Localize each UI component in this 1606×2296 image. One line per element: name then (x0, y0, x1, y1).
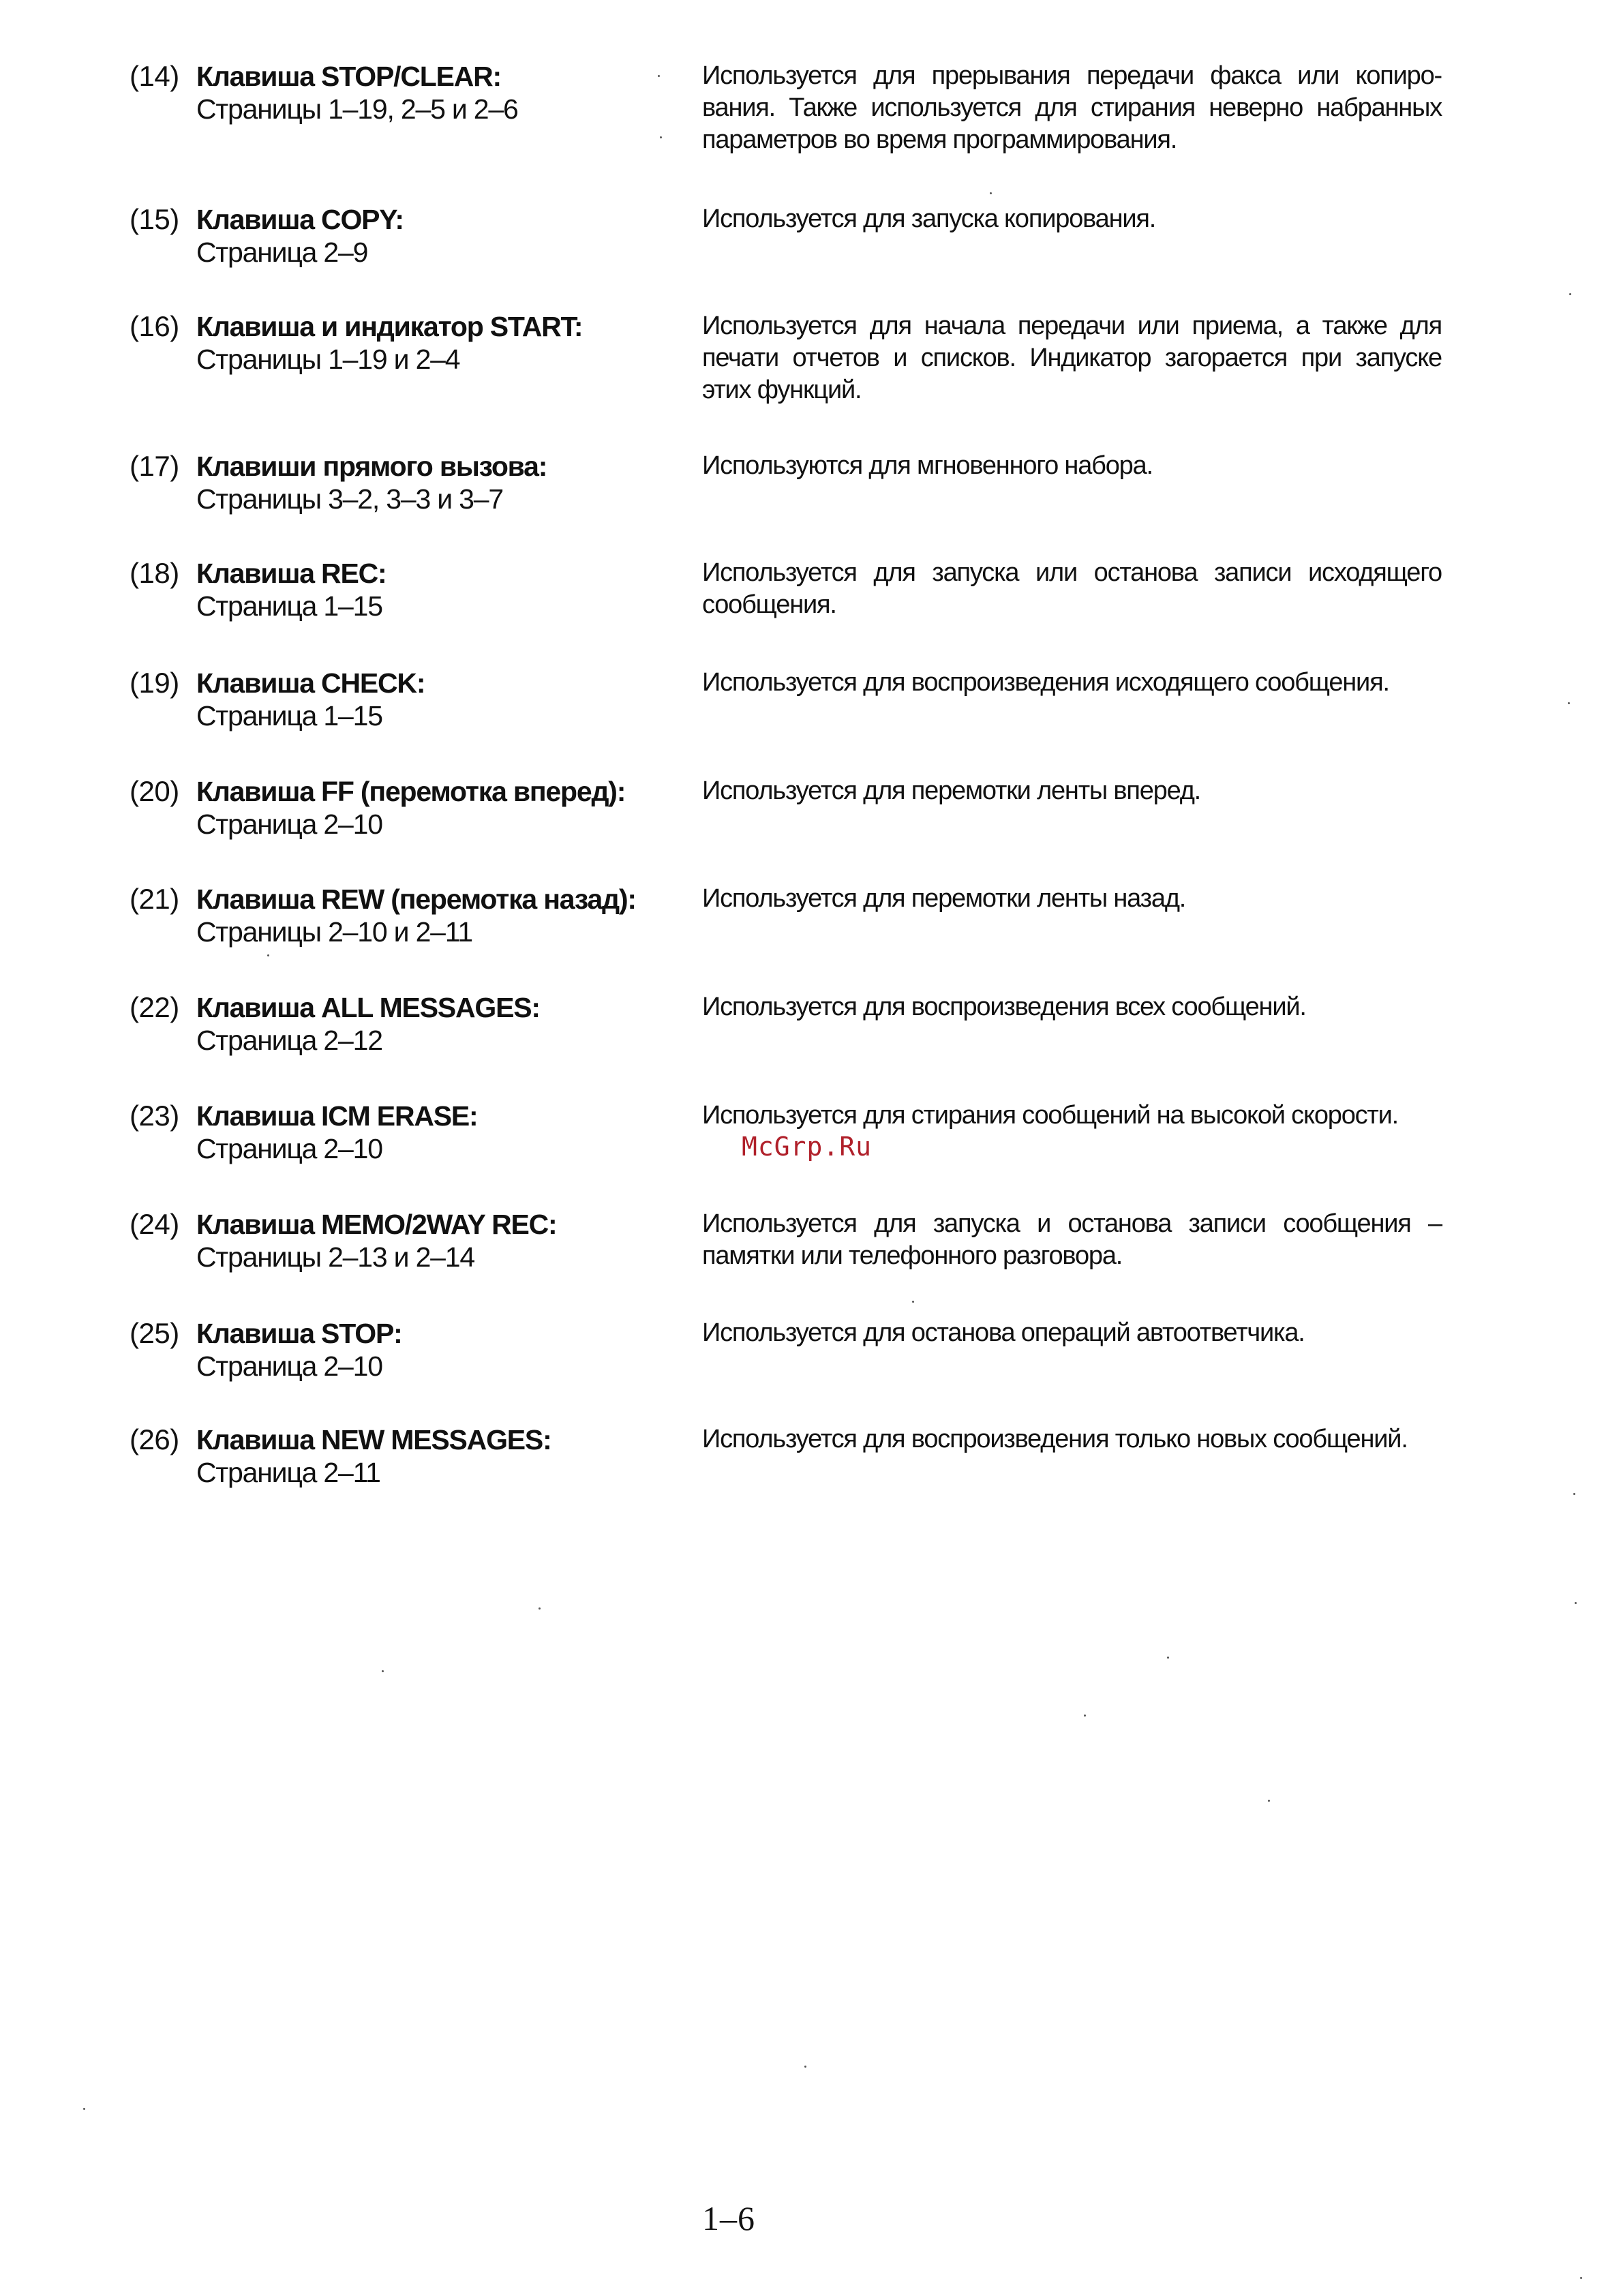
key-description: Используется для прерывания передачи факса или копиро-вания. Также используется для стирания неверно набранных параметров во время программирования. (702, 61, 1442, 154)
key-description: Используется для воспроизведения исходящего сообщения. (702, 668, 1389, 697)
page-reference: Страница 2–9 (196, 237, 368, 268)
key-description: Используется для начала передачи или приема, а также для печати отчетов и списков. Индикатор загорается при запуске этих функций. (702, 312, 1442, 404)
key-name: Клавиши прямого вызова: (196, 451, 547, 482)
scan-speck (1268, 1800, 1270, 1802)
scan-speck (990, 192, 992, 194)
key-description: Используется для перемотки ленты вперед. (702, 776, 1201, 805)
page-reference: Страницы 2–13 и 2–14 (196, 1241, 474, 1273)
page-reference: Страница 2–10 (196, 1350, 382, 1382)
page-reference: Страницы 3–2, 3–3 и 3–7 (196, 483, 503, 515)
key-title-block (196, 1100, 755, 1165)
key-name: Клавиша FF (перемотка вперед): (196, 776, 626, 807)
key-description: Используется для перемотки ленты назад. (702, 884, 1186, 913)
key-description: Используются для мгновенного набора. (702, 451, 1153, 480)
key-title-block (196, 775, 755, 841)
entry-number: (21) (130, 883, 179, 915)
key-title-block (196, 883, 755, 948)
page-reference: Страница 1–15 (196, 590, 382, 622)
key-title-block (196, 1208, 755, 1273)
key-title-block (196, 203, 755, 269)
key-name: Клавиша и индикатор START: (196, 311, 583, 342)
scan-speck (1573, 1493, 1575, 1495)
entry-number: (24) (130, 1208, 179, 1240)
key-name: Клавиша ICM ERASE: (196, 1100, 478, 1132)
key-name: Клавиша REC: (196, 558, 387, 589)
watermark-text: McGrp.Ru (742, 1132, 873, 1162)
scan-speck (83, 2108, 85, 2110)
entry-number: (14) (130, 60, 179, 92)
scan-speck (660, 136, 662, 138)
scan-speck (1084, 1715, 1086, 1717)
page-reference: Страница 2–10 (196, 1133, 382, 1164)
entry-number: (16) (130, 310, 179, 342)
scan-speck (1568, 702, 1570, 704)
page-reference: Страницы 2–10 и 2–11 (196, 916, 472, 948)
entry-number: (18) (130, 557, 179, 589)
entry-number: (22) (130, 991, 179, 1023)
scan-speck (1580, 2277, 1582, 2279)
key-title-block (196, 557, 755, 622)
scan-speck (267, 954, 269, 956)
page-reference: Страница 2–12 (196, 1025, 382, 1056)
key-description: Используется для воспроизведения только новых сообщений. (702, 1425, 1408, 1453)
key-title-block (196, 60, 755, 125)
scan-speck (658, 75, 660, 77)
entry-number: (26) (130, 1423, 179, 1455)
scan-speck (1569, 293, 1571, 295)
page-reference: Страница 1–15 (196, 700, 382, 731)
key-name: Клавиша CHECK: (196, 667, 425, 699)
page-reference: Страница 2–10 (196, 809, 382, 840)
page-reference: Страницы 1–19, 2–5 и 2–6 (196, 93, 518, 125)
key-title-block (196, 1317, 755, 1383)
key-title-block (196, 450, 755, 515)
entry-number: (23) (130, 1100, 179, 1132)
key-name: Клавиша NEW MESSAGES: (196, 1424, 551, 1455)
key-name: Клавиша MEMO/2WAY REC: (196, 1209, 557, 1240)
scan-speck (912, 1301, 914, 1303)
entry-number: (25) (130, 1317, 179, 1349)
key-name: Клавиша ALL MESSAGES: (196, 992, 540, 1023)
key-name: Клавиша STOP/CLEAR: (196, 61, 501, 92)
page-reference: Страницы 1–19 и 2–4 (196, 344, 460, 375)
scan-speck (382, 1670, 384, 1672)
entry-number: (19) (130, 667, 179, 699)
scan-speck (804, 2066, 806, 2068)
key-title-block (196, 1423, 755, 1489)
key-description: Используется для воспроизведения всех сообщений. (702, 993, 1306, 1021)
key-description: Используется для запуска или останова записи исходящего сообщения. (702, 558, 1442, 619)
key-name: Клавиша REW (перемотка назад): (196, 883, 636, 915)
scan-speck (1575, 1602, 1577, 1604)
entry-number: (20) (130, 775, 179, 807)
key-description: Используется для останова операций автоответчика. (702, 1318, 1305, 1347)
key-title-block (196, 991, 755, 1057)
page-reference: Страница 2–11 (196, 1457, 380, 1488)
page-number: 1–6 (702, 2199, 755, 2237)
key-description: Используется для стирания сообщений на высокой скорости. (702, 1101, 1399, 1130)
key-title-block (196, 310, 755, 376)
entry-number: (17) (130, 450, 179, 482)
key-title-block (196, 667, 755, 732)
scan-speck (1167, 1657, 1169, 1659)
key-description: Используется для запуска копирования. (702, 205, 1156, 233)
key-name: Клавиша COPY: (196, 204, 404, 235)
entry-number: (15) (130, 203, 179, 235)
key-name: Клавиша STOP: (196, 1318, 402, 1349)
scan-speck (539, 1607, 541, 1610)
key-description: Используется для запуска и останова записи сообщения – памятки или телефонного разговора. (702, 1209, 1442, 1270)
